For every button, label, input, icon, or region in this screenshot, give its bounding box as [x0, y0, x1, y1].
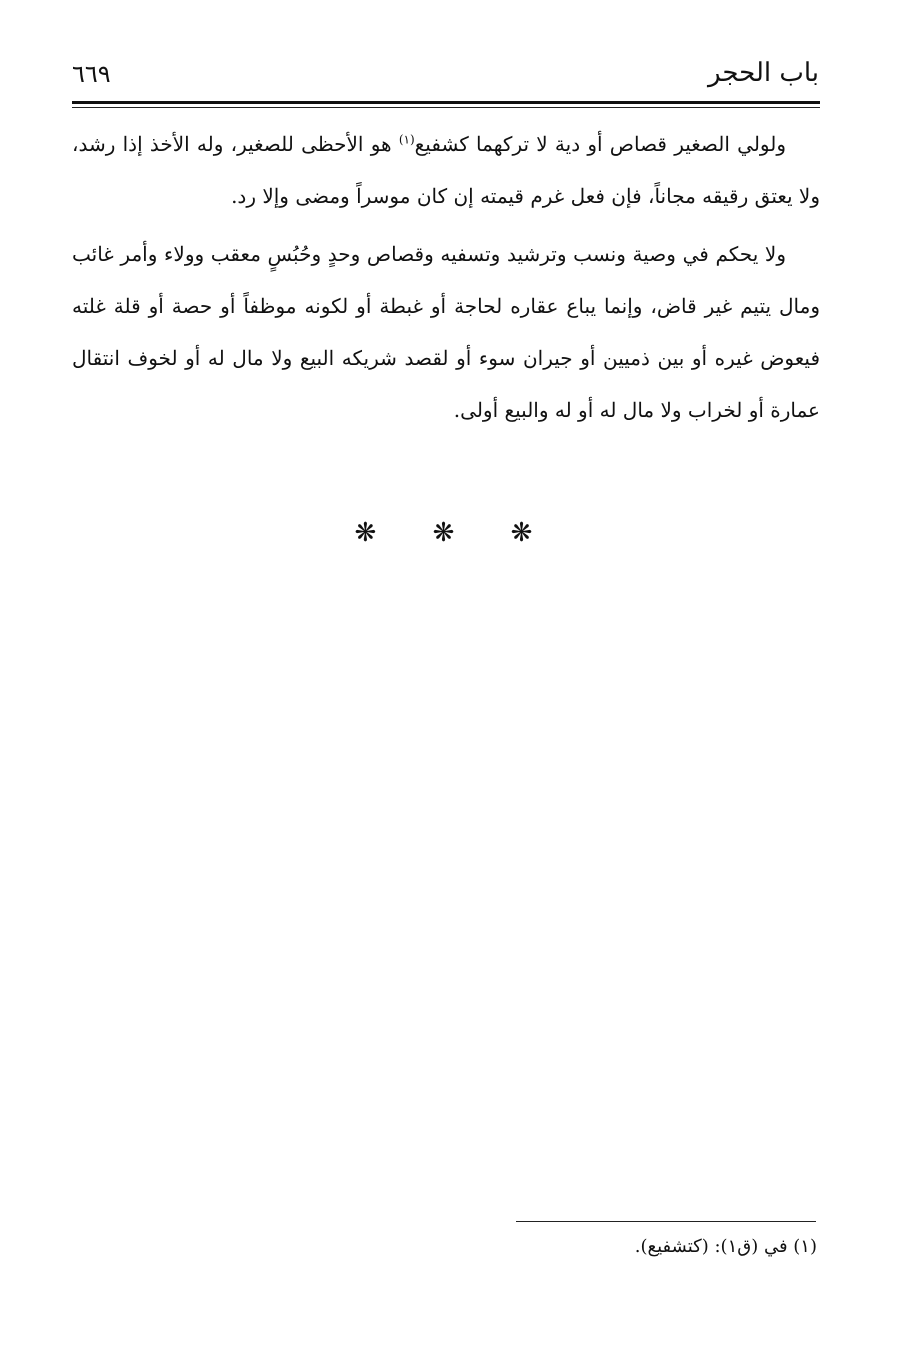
footnote-divider	[516, 1221, 816, 1222]
header-rule-thin	[72, 107, 820, 108]
footnote-1: (١) في (ق١): (كتشفيع).	[634, 1236, 817, 1257]
section-end-ornament: ❋ ❋ ❋	[354, 518, 557, 548]
paragraph-2-text: ولا يحكم في وصية ونسب وترشيد وتسفيه وقصاص وحدٍ وحُبُسٍ معقب وولاء وأمر غائب ومال يتيم غير قاض، وإنما يباع عقاره لحاجة أو غبطة أو لكونه موظفاً أو حصة أو قلة غلته فيعوض غيره أو بين ذميين أو جيران سوء أو لقصد شريكه البيع ولا مال له أو لخوف انتقال عمارة أو لخراب ولا مال له أو له والبيع أولى.	[72, 242, 821, 422]
running-title: باب الحجر	[708, 58, 819, 88]
paragraph-1-text-a: ولولي الصغير قصاص أو دية لا تركهما كشفيع	[414, 132, 786, 156]
main-text	[72, 118, 820, 436]
paragraph-1-text-b: هو الأحظى للصغير، وله الأخذ إذا رشد، ولا يعتق رقيقه مجاناً، فإن فعل غرم قيمته إن كان موسراً ومضى وإلا رد.	[72, 132, 820, 208]
page-number: ٦٦٩	[72, 60, 111, 88]
paragraph-2	[72, 228, 820, 436]
footnote-reference: (١)	[398, 132, 415, 147]
header-rule	[72, 101, 820, 104]
paragraph-1	[72, 118, 820, 222]
